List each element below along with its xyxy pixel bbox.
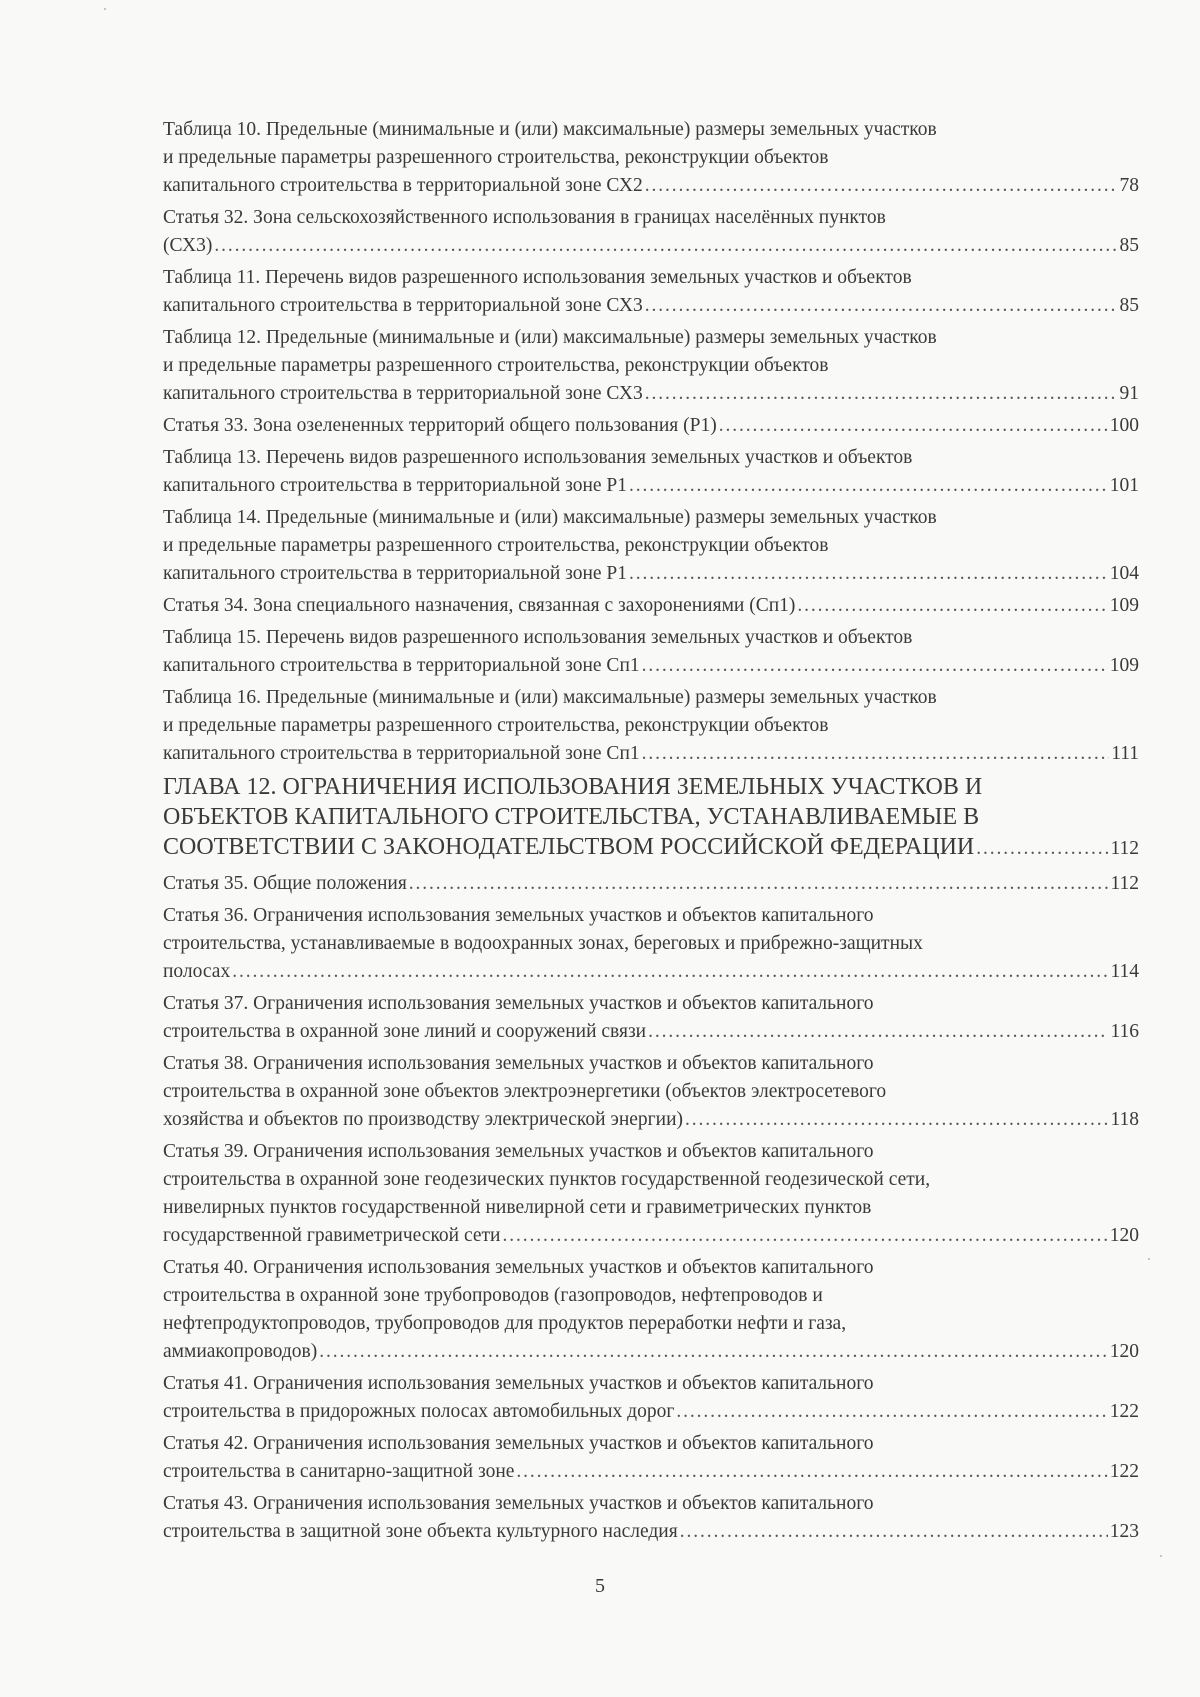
toc-entry-line: строительства в охранной зоне трубопроводов (газопроводов, нефтепроводов и	[163, 1285, 823, 1306]
toc-entry	[163, 1138, 1139, 1250]
toc-entry-text: Статья 34. Зона специального назначения, связанная с захоронениями (Сп1)	[163, 595, 796, 616]
dot-leader	[319, 1338, 1108, 1366]
toc-entry-line: и предельные параметры разрешенного строительства, реконструкции объектов	[163, 535, 829, 556]
toc-entry	[163, 504, 1139, 588]
toc-entry-line: и предельные параметры разрешенного строительства, реконструкции объектов	[163, 147, 829, 168]
toc-entry-line	[163, 1338, 1139, 1366]
toc-entry-line	[163, 592, 1139, 620]
toc-page-number: 114	[1110, 961, 1139, 982]
toc-entry-line	[163, 560, 1139, 588]
toc-entry-line: Статья 41. Ограничения использования земельных участков и объектов капитального	[163, 1373, 874, 1394]
toc-entry-text: строительства в охранной зоне линий и сооружений связи	[163, 1021, 647, 1042]
toc-page-number: 104	[1109, 563, 1139, 584]
toc-entry	[163, 1490, 1139, 1546]
dot-leader	[976, 834, 1108, 864]
toc-entry-line: нивелирных пунктов государственной нивелирной сети и гравиметрических пунктов	[163, 1197, 872, 1218]
toc-entry-line	[163, 1518, 1139, 1546]
toc-entry-line: Статья 40. Ограничения использования земельных участков и объектов капитального	[163, 1257, 874, 1278]
dot-leader	[685, 1106, 1108, 1134]
toc-entry	[163, 1050, 1139, 1134]
dot-leader	[629, 472, 1108, 500]
dot-leader	[648, 1018, 1108, 1046]
toc-entry-text: капитального строительства в территориальной зоне СХ3	[163, 383, 643, 404]
toc-entry-text: (СХ3)	[163, 235, 213, 256]
toc-entry-text: хозяйства и объектов по производству электрической энергии)	[163, 1109, 684, 1130]
toc-entry-line: Статья 38. Ограничения использования земельных участков и объектов капитального	[163, 1053, 874, 1074]
page-number: 5	[595, 1575, 605, 1597]
toc-entry-line: Статья 36. Ограничения использования земельных участков и объектов капитального	[163, 905, 874, 926]
toc-page-number: 112	[1110, 873, 1139, 894]
toc-entry-text: капитального строительства в территориальной зоне Сп1	[163, 743, 640, 764]
dot-leader	[503, 1222, 1108, 1250]
toc-entry-line: Статья 43. Ограничения использования земельных участков и объектов капитального	[163, 1493, 874, 1514]
toc-entry-line: и предельные параметры разрешенного строительства, реконструкции объектов	[163, 715, 829, 736]
toc-page-number: 122	[1109, 1401, 1139, 1422]
toc-page-number: 122	[1109, 1461, 1139, 1482]
toc-page-number: 91	[1119, 383, 1139, 404]
toc-page-number: 101	[1109, 475, 1139, 496]
toc-page-number: 123	[1109, 1521, 1139, 1542]
scan-speck	[104, 8, 106, 10]
toc-entry-line	[163, 292, 1139, 320]
dot-leader	[645, 172, 1118, 200]
toc-entry	[163, 684, 1139, 768]
toc-entry	[163, 990, 1139, 1046]
dot-leader	[645, 292, 1118, 320]
toc-entry-line: Таблица 12. Предельные (минимальные и (или) максимальные) размеры земельных участков	[163, 327, 937, 348]
toc-page-number: 112	[1110, 838, 1139, 859]
toc-entry-line	[163, 1018, 1139, 1046]
toc-entry	[163, 1430, 1139, 1486]
toc-entry-line: Таблица 10. Предельные (минимальные и (или) максимальные) размеры земельных участков	[163, 119, 937, 140]
toc-entry	[163, 902, 1139, 986]
toc-entry-line	[163, 1458, 1139, 1486]
dot-leader	[516, 1458, 1107, 1486]
toc-entry-text: государственной гравиметрической сети	[163, 1225, 501, 1246]
scan-speck	[1160, 1555, 1162, 1557]
toc-entry-line: Таблица 14. Предельные (минимальные и (или) максимальные) размеры земельных участков	[163, 507, 937, 528]
toc-entry-text: строительства в санитарно-защитной зоне	[163, 1461, 515, 1482]
toc-page-number: 85	[1119, 295, 1139, 316]
toc-page-number: 118	[1110, 1109, 1139, 1130]
toc-entry-line: Статья 42. Ограничения использования земельных участков и объектов капитального	[163, 1433, 874, 1454]
toc-page-number: 116	[1110, 1021, 1139, 1042]
toc-entry	[163, 870, 1139, 898]
toc-entry-line: строительства в охранной зоне объектов электроэнергетики (объектов электросетевого	[163, 1081, 887, 1102]
toc-entry-line	[163, 1222, 1139, 1250]
toc-entry-line: Таблица 15. Перечень видов разрешенного использования земельных участков и объектов	[163, 627, 913, 648]
toc-entry	[163, 624, 1139, 680]
toc-entry-line	[163, 472, 1139, 500]
toc-entry-line	[163, 870, 1139, 898]
toc-entry-line	[163, 412, 1139, 440]
toc-page-number: 78	[1119, 175, 1139, 196]
toc-entry	[163, 264, 1139, 320]
toc-entry	[163, 204, 1139, 260]
toc-entry-line: ГЛАВА 12. ОГРАНИЧЕНИЯ ИСПОЛЬЗОВАНИЯ ЗЕМЕЛЬНЫХ УЧАСТКОВ И	[163, 774, 983, 800]
toc-chapter-entry	[163, 772, 1139, 864]
toc-page-number: 109	[1109, 655, 1139, 676]
dot-leader	[676, 1398, 1107, 1426]
dot-leader	[642, 740, 1110, 768]
toc-entry-line	[163, 380, 1139, 408]
toc-entry	[163, 444, 1139, 500]
toc-entry	[163, 592, 1139, 620]
toc-page-number: 100	[1109, 415, 1139, 436]
toc-entry-text: строительства в защитной зоне объекта культурного наследия	[163, 1521, 678, 1542]
toc-entry-line: Таблица 16. Предельные (минимальные и (или) максимальные) размеры земельных участков	[163, 687, 937, 708]
toc-page-number: 120	[1109, 1225, 1139, 1246]
toc-entry	[163, 1254, 1139, 1366]
dot-leader	[642, 652, 1108, 680]
toc-entry-line: ОБЪЕКТОВ КАПИТАЛЬНОГО СТРОИТЕЛЬСТВА, УСТАНАВЛИВАЕМЫЕ В	[163, 804, 980, 830]
dot-leader	[797, 592, 1107, 620]
dot-leader	[214, 232, 1117, 260]
toc-entry-line	[163, 958, 1139, 986]
toc-entry-line: Таблица 11. Перечень видов разрешенного использования земельных участков и объектов	[163, 267, 912, 288]
dot-leader	[629, 560, 1108, 588]
toc-page-number: 109	[1109, 595, 1139, 616]
toc-entry-line	[163, 1106, 1139, 1134]
toc-entry-line: Статья 39. Ограничения использования земельных участков и объектов капитального	[163, 1141, 874, 1162]
toc-entry-text: капитального строительства в территориальной зоне Р1	[163, 563, 628, 584]
dot-leader	[409, 870, 1109, 898]
toc-entry	[163, 324, 1139, 408]
toc-entry-line: строительства в охранной зоне геодезических пунктов государственной геодезической сети,	[163, 1169, 931, 1190]
toc-entry-line: Таблица 13. Перечень видов разрешенного использования земельных участков и объектов	[163, 447, 913, 468]
toc-entry-line: и предельные параметры разрешенного строительства, реконструкции объектов	[163, 355, 829, 376]
toc-entry-line: нефтепродуктопроводов, трубопроводов для продуктов переработки нефти и газа,	[163, 1313, 847, 1334]
toc-page-number: 111	[1111, 743, 1139, 764]
toc-page-number: 120	[1109, 1341, 1139, 1362]
toc-entry-line: строительства, устанавливаемые в водоохранных зонах, береговых и прибрежно-защитных	[163, 933, 923, 954]
toc-entry-line	[163, 1398, 1139, 1426]
toc-entry-text: капитального строительства в территориальной зоне Сп1	[163, 655, 640, 676]
toc-entry-text: СООТВЕТСТВИИ С ЗАКОНОДАТЕЛЬСТВОМ РОССИЙСКОЙ ФЕДЕРАЦИИ	[163, 834, 975, 860]
toc-entry-line	[163, 172, 1139, 200]
toc-entry-text: Статья 33. Зона озелененных территорий общего пользования (Р1)	[163, 415, 717, 436]
dot-leader	[719, 412, 1108, 440]
toc-entry	[163, 1370, 1139, 1426]
dot-leader	[680, 1518, 1108, 1546]
toc-entry-text: Статья 35. Общие положения	[163, 873, 407, 894]
toc-entry-text: капитального строительства в территориальной зоне СХ2	[163, 175, 643, 196]
toc-entry-text: аммиакопроводов)	[163, 1341, 318, 1362]
dot-leader	[645, 380, 1118, 408]
toc-page-number: 85	[1119, 235, 1139, 256]
toc-entry	[163, 412, 1139, 440]
toc-entry	[163, 116, 1139, 200]
dot-leader	[232, 958, 1108, 986]
toc-entry-line	[163, 652, 1139, 680]
toc-entry-line	[163, 832, 1139, 864]
toc-entry-line: Статья 37. Ограничения использования земельных участков и объектов капитального	[163, 993, 874, 1014]
toc-entry-text: строительства в придорожных полосах автомобильных дорог	[163, 1401, 675, 1422]
toc-entry-line	[163, 232, 1139, 260]
toc-entry-text: капитального строительства в территориальной зоне Р1	[163, 475, 628, 496]
toc-entry-text: капитального строительства в территориальной зоне СХ3	[163, 295, 643, 316]
toc-entry-line	[163, 740, 1139, 768]
scan-speck	[1148, 1258, 1150, 1260]
toc-entry-text: полосах	[163, 961, 231, 982]
toc-entry-line: Статья 32. Зона сельскохозяйственного использования в границах населённых пунктов	[163, 207, 886, 228]
table-of-contents	[163, 116, 1139, 1550]
